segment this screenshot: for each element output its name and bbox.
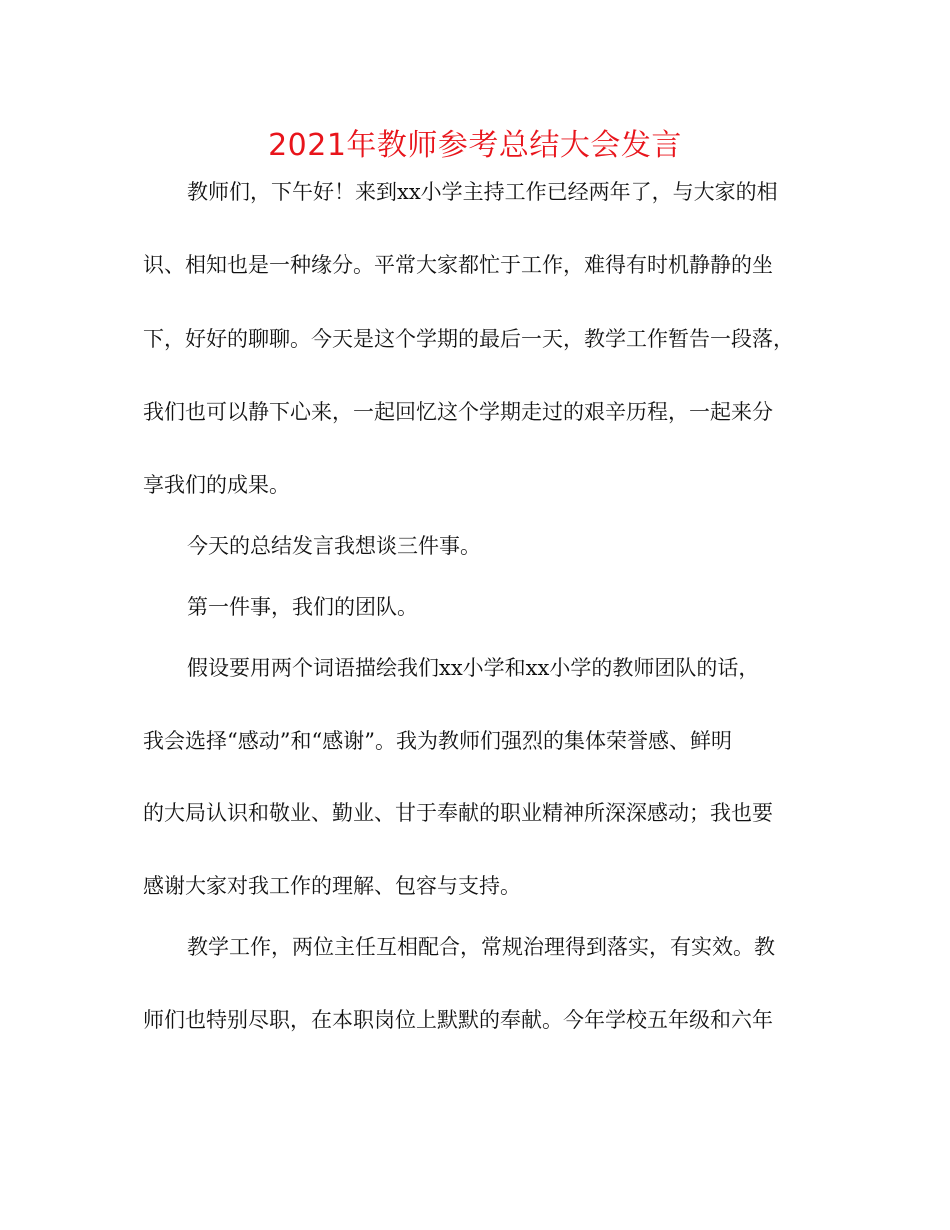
body-line: 假设要用两个词语描绘我们xx小学和xx小学的教师团队的话，: [187, 656, 760, 680]
body-line: 我们也可以静下心来，一起回忆这个学期走过的艰辛历程，一起来分: [143, 400, 773, 424]
body-line: 今天的总结发言我想谈三件事。: [187, 534, 481, 558]
body-line: 我会选择“感动”和“感谢”。我为教师们强烈的集体荣誉感、鲜明: [143, 729, 732, 753]
body-line: 第一件事，我们的团队。: [187, 595, 418, 619]
document-title: 2021年教师参考总结大会发言: [268, 128, 682, 163]
body-line: 识、相知也是一种缘分。平常大家都忙于工作，难得有时机静静的坐: [143, 253, 773, 277]
body-line: 感谢大家对我工作的理解、包容与支持。: [143, 874, 521, 898]
body-line: 师们也特别尽职，在本职岗位上默默的奉献。今年学校五年级和六年: [143, 1008, 773, 1032]
body-line: 享我们的成果。: [143, 473, 290, 497]
body-line: 下，好好的聊聊。今天是这个学期的最后一天，教学工作暂告一段落，: [143, 327, 794, 351]
body-line: 教学工作，两位主任互相配合，常规治理得到落实，有实效。教: [187, 935, 775, 959]
body-line: 教师们，下午好！来到xx小学主持工作已经两年了，与大家的相: [187, 180, 778, 204]
body-line: 的大局认识和敬业、勤业、甘于奉献的职业精神所深深感动；我也要: [143, 801, 773, 825]
